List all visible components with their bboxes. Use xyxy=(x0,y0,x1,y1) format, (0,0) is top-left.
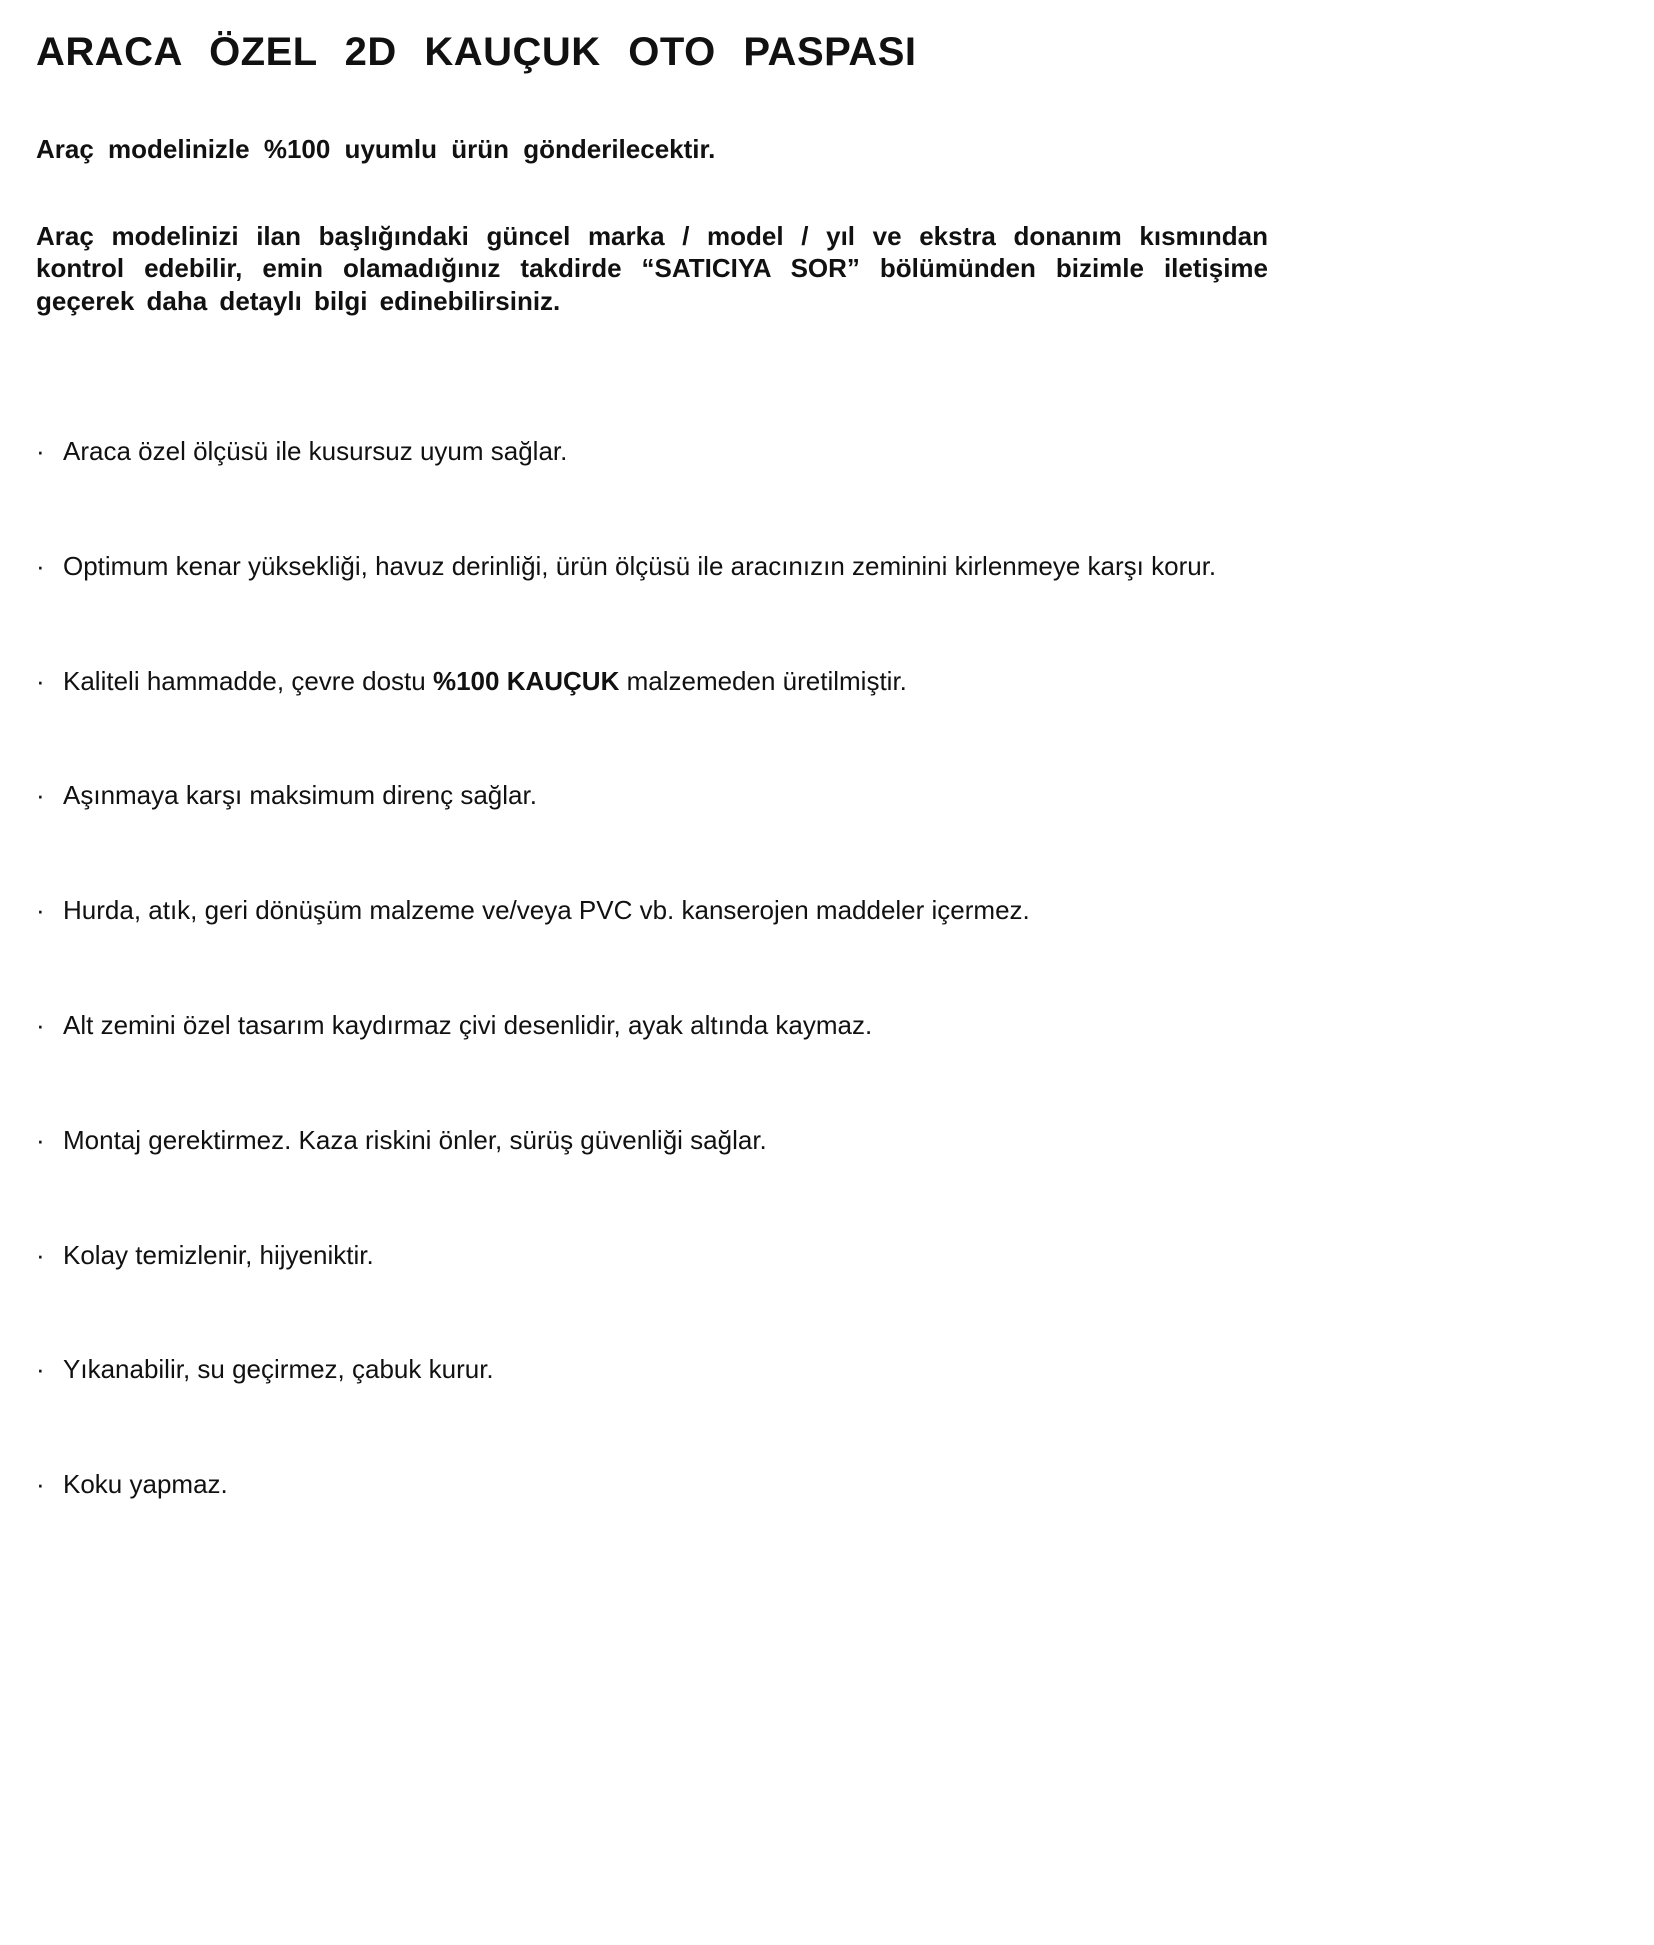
bullet-dot-icon: · xyxy=(36,895,45,926)
bullet-dot-icon: · xyxy=(36,1009,45,1040)
page-title: ARACA ÖZEL 2D KAUÇUK OTO PASPASI xyxy=(36,30,917,74)
bullet-text-post: malzemeden üretilmiştir. xyxy=(619,665,907,696)
bullet-text xyxy=(63,550,1463,584)
bullet-text xyxy=(63,1468,1463,1502)
bullet-text xyxy=(63,1124,1463,1158)
bullet-text xyxy=(63,665,1463,699)
list-item xyxy=(36,1239,1618,1273)
list-item xyxy=(36,435,1618,469)
bullet-text-pre: Montaj gerektirmez. Kaza riskini önler, sürüş güvenliği sağlar. xyxy=(63,1124,767,1155)
bullet-text-bold: %100 KAUÇUK xyxy=(432,665,620,696)
product-description-page xyxy=(36,30,1618,1502)
intro-paragraph-check-model: Araç modelinizi ilan başlığındaki güncel marka / model / yıl ve ekstra donanım kısmından kontrol edebilir, emin olamadığınız takdirde “SATICIYA SOR” bölümünden bizimle iletişime geçerek daha detaylı bilgi edinebilirsiniz. xyxy=(36,220,1268,316)
bullet-dot-icon: · xyxy=(36,550,45,581)
bullet-text xyxy=(63,894,1463,928)
bullet-dot-icon: · xyxy=(36,1239,45,1270)
bullet-dot-icon: · xyxy=(36,665,45,696)
bullet-dot-icon: · xyxy=(36,1354,45,1385)
bullet-text xyxy=(63,1353,1463,1387)
bullet-text-pre: Alt zemini özel tasarım kaydırmaz çivi desenlidir, ayak altında kaymaz. xyxy=(63,1009,873,1040)
bullet-text xyxy=(63,1009,1463,1043)
bullet-dot-icon: · xyxy=(36,780,45,811)
bullet-text-pre: Aşınmaya karşı maksimum direnç sağlar. xyxy=(63,780,537,811)
bullet-dot-icon: · xyxy=(36,1469,45,1500)
bullet-dot-icon: · xyxy=(36,1124,45,1155)
bullet-text-pre: Yıkanabilir, su geçirmez, çabuk kurur. xyxy=(63,1354,494,1385)
bullet-text xyxy=(63,1239,1463,1273)
list-item xyxy=(36,1468,1618,1502)
list-item xyxy=(36,1353,1618,1387)
list-item xyxy=(36,894,1618,928)
bullet-text xyxy=(63,779,1463,813)
list-item xyxy=(36,665,1618,699)
bullet-text-pre: Kaliteli hammadde, çevre dostu xyxy=(63,665,433,696)
intro-paragraph-compatibility: Araç modelinizle %100 uyumlu ürün gönderilecektir. xyxy=(36,134,716,164)
bullet-text xyxy=(63,435,1463,469)
bullet-text-pre: Araca özel ölçüsü ile kusursuz uyum sağlar. xyxy=(63,436,568,466)
bullet-text-pre: Kolay temizlenir, hijyeniktir. xyxy=(63,1239,374,1270)
feature-list xyxy=(36,435,1618,1502)
bullet-text-pre: Koku yapmaz. xyxy=(63,1469,228,1500)
bullet-text-pre: Hurda, atık, geri dönüşüm malzeme ve/veya PVC vb. kanserojen maddeler içermez. xyxy=(63,895,1030,926)
list-item xyxy=(36,1009,1618,1043)
list-item xyxy=(36,550,1618,584)
bullet-dot-icon: · xyxy=(36,436,45,466)
list-item xyxy=(36,1124,1618,1158)
bullet-text-pre: Optimum kenar yüksekliği, havuz derinliği, ürün ölçüsü ile aracınızın zeminini kirlenmeye karşı korur. xyxy=(63,550,1217,581)
list-item xyxy=(36,779,1618,813)
